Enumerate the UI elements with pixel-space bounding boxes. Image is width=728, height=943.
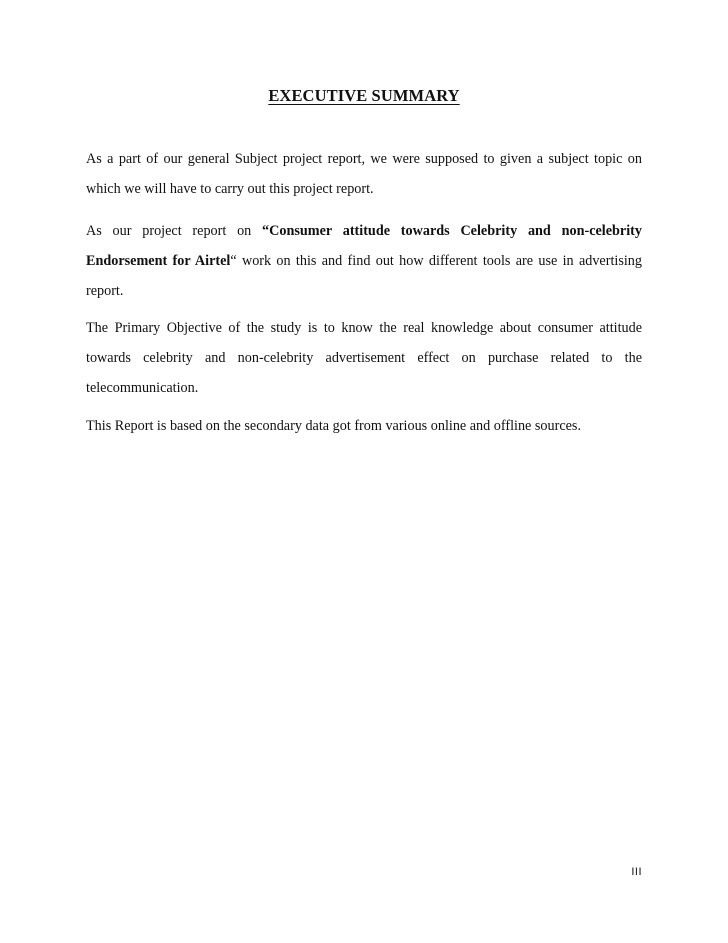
page-number: III [631, 866, 642, 878]
paragraph-project-topic [86, 216, 642, 306]
project-topic-title: “Consumer attitude towards Celebrity and non-celebrity Endorsement for Airtel [86, 223, 642, 269]
paragraph-intro: As a part of our general Subject project report, we were supposed to given a subject topic on which we will have to carry out this project report. [86, 151, 642, 197]
paragraph-data-sources: This Report is based on the secondary data got from various online and offline sources. [86, 418, 581, 434]
page-title: EXECUTIVE SUMMARY [268, 86, 460, 105]
paragraph-project-topic-lead: As our project report on [86, 223, 263, 239]
paragraph-project-topic-rest: “ work on this and find out how different tools are use in advertising report. [86, 253, 642, 299]
paragraph-objective: The Primary Objective of the study is to know the real knowledge about consumer attitude towards celebrity and non-celebrity advertisement effect on purchase related to the telecommunication. [86, 320, 642, 396]
